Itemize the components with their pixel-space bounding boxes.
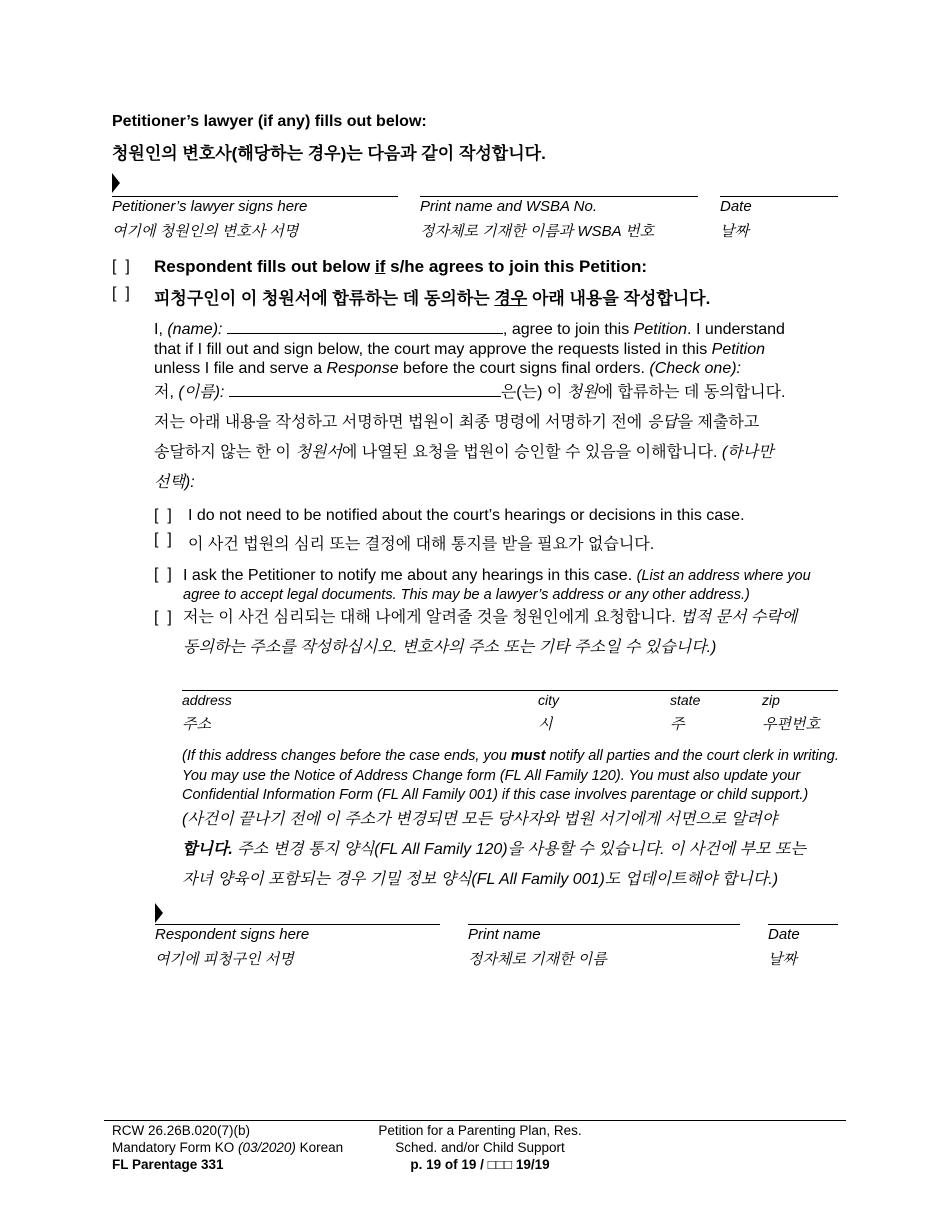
address-label-ko: 주소 (182, 716, 211, 733)
option1-text-ko: 이 사건 법원의 심리 또는 결정에 대해 통지를 받을 필요가 없습니다. (188, 536, 655, 553)
footer-divider (104, 1120, 846, 1121)
text: 저는 아래 내용을 작성하고 서명하면 법원이 최종 명령에 서명하기 전에 (154, 414, 647, 431)
text: (Check one): (649, 360, 741, 377)
text: 을 제출하고 (677, 414, 760, 431)
text: notify all parties and the court clerk in writing. (545, 748, 839, 764)
footer-rcw: RCW 26.26B.020(7)(b) (112, 1123, 251, 1138)
text: 청원서 (295, 444, 342, 461)
respondent-sign-label-en: Respondent signs here (155, 926, 310, 943)
text: 저, (154, 384, 179, 401)
footer-page-number: p. 19 of 19 / □□□ 19/19 (410, 1157, 550, 1172)
zip-label-ko: 우편번호 (762, 716, 820, 733)
para-line (183, 566, 843, 586)
signature-arrow-icon (112, 173, 120, 193)
heading-case: 경우 (494, 289, 528, 308)
lawyer-print-label-ko: 정자체로 기재한 이름과 WSBA 번호 (420, 223, 655, 240)
text: Response (326, 360, 399, 377)
option1-checkbox-ko[interactable]: [ ] (154, 531, 172, 548)
para-line: You may use the Notice of Address Change form (FL All Family 120). You must also update your (182, 767, 801, 784)
para-line (154, 378, 844, 408)
text: that if I fill out and sign below, the court may approve the requests listed in this (154, 340, 712, 358)
respondent-name-field[interactable] (227, 319, 503, 334)
text: (하나만 (721, 444, 774, 461)
para-line: 동의하는 주소를 작성하십시오. 변호사의 주소 또는 기타 주소일 수 있습니다.) (183, 639, 717, 656)
heading-part: 아래 내용을 작성합니다. (527, 289, 711, 308)
text: 법적 문서 수락에 (680, 609, 798, 626)
text: Petition (633, 321, 688, 338)
text: (List an address where you (636, 568, 811, 584)
text: Korean (295, 1140, 344, 1155)
respondent-signature-line[interactable] (155, 924, 440, 925)
lawyer-print-label-en: Print name and WSBA No. (420, 198, 598, 215)
lawyer-heading-ko: 청원인의 변호사(해당하는 경우)는 다음과 같이 작성합니다. (112, 144, 546, 163)
city-label-ko: 시 (538, 716, 553, 733)
text: (If this address changes before the case ends, you (182, 748, 511, 764)
respondent-heading-ko (154, 284, 710, 309)
text: 은(는) 이 (500, 384, 567, 401)
heading-part: Respondent fills out below (154, 257, 375, 276)
para-line (154, 438, 844, 468)
option1-checkbox[interactable]: [ ] (154, 507, 172, 524)
lawyer-date-label-ko: 날짜 (720, 223, 749, 240)
footer-left (112, 1122, 343, 1173)
para-line (154, 359, 844, 379)
lawyer-sign-label-ko: 여기에 청원인의 변호사 서명 (112, 223, 299, 240)
footer-form-id: FL Parentage 331 (112, 1157, 224, 1172)
text: (name): (167, 321, 223, 338)
address-change-note-en (182, 747, 842, 806)
footer-center (360, 1122, 600, 1173)
para-line (182, 835, 842, 865)
text: Petition (711, 340, 766, 358)
text: (이름): (178, 384, 225, 401)
respondent-date-label-ko: 날짜 (768, 951, 797, 968)
option2-checkbox[interactable]: [ ] (154, 566, 172, 583)
respondent-heading-en (154, 257, 647, 277)
para-line (182, 747, 842, 767)
text: 에 나열된 요청을 법원이 승인할 수 있음을 이해합니다. (341, 444, 722, 461)
lawyer-signature-line[interactable] (112, 196, 398, 197)
lawyer-print-name-line[interactable] (420, 196, 698, 197)
text: 합니다. (182, 841, 233, 858)
text: I, (154, 321, 168, 338)
text: I ask the Petitioner to notify me about any hearings in this case. (183, 567, 637, 584)
para-line (183, 603, 843, 633)
text: . I understand (687, 321, 785, 338)
text: 청원 (566, 384, 598, 401)
respondent-sign-label-ko: 여기에 피청구인 서명 (155, 951, 294, 968)
para-line: agree to accept legal documents. This may be a lawyer’s address or any other address.) (183, 587, 750, 603)
address-label-en: address (182, 692, 232, 708)
para-line: 자녀 양육이 포함되는 경우 기밀 정보 양식(FL All Family 001)도 업데이트해야 합니다.) (182, 871, 779, 888)
signature-arrow-icon (155, 903, 163, 923)
lawyer-date-label-en: Date (720, 198, 752, 215)
city-label-en: city (538, 692, 559, 708)
agreement-paragraph-en (154, 319, 844, 379)
para-line: Confidential Information Form (FL All Family 001) if this case involves parentage or child support.) (182, 787, 809, 803)
option2-text-ko (183, 603, 843, 663)
para-line (154, 340, 844, 360)
zip-label-en: zip (762, 692, 780, 708)
lawyer-heading-en: Petitioner’s lawyer (if any) fills out below: (112, 113, 427, 130)
agreement-paragraph-ko (154, 378, 844, 498)
text: Mandatory Form KO (112, 1140, 239, 1155)
heading-part: s/he agrees to join this Petition: (385, 257, 648, 276)
para-line (154, 319, 844, 340)
state-label-ko: 주 (670, 716, 685, 733)
respondent-name-field-ko[interactable] (229, 382, 501, 397)
footer-title-line: Sched. and/or Child Support (395, 1140, 565, 1155)
option1-text-en: I do not need to be notified about the court’s hearings or decisions in this case. (188, 507, 745, 524)
respondent-print-label-en: Print name (468, 926, 541, 943)
text: unless I file and serve a (154, 360, 327, 377)
heading-part: 피청구인이 이 청원서에 합류하는 데 동의하는 (154, 289, 495, 308)
respondent-date-line[interactable] (768, 924, 838, 925)
footer-title-line: Petition for a Parenting Plan, Res. (378, 1123, 582, 1138)
lawyer-sign-label-en: Petitioner’s lawyer signs here (112, 198, 308, 215)
lawyer-date-line[interactable] (720, 196, 838, 197)
para-line (154, 408, 844, 438)
respondent-checkbox-ko[interactable]: [ ] (112, 285, 130, 302)
text: 에 합류하는 데 동의합니다. (597, 384, 786, 401)
text: , agree to join this (502, 321, 634, 338)
footer-form (112, 1139, 343, 1156)
address-line[interactable] (182, 690, 838, 691)
state-label-en: state (670, 692, 701, 708)
respondent-date-label-en: Date (768, 926, 800, 943)
respondent-print-label-ko: 정자체로 기재한 이름 (468, 951, 607, 968)
option2-text-en (183, 566, 843, 605)
text: (03/2020) (238, 1140, 296, 1155)
option2-checkbox-ko[interactable]: [ ] (154, 609, 172, 626)
respondent-print-name-line[interactable] (468, 924, 740, 925)
respondent-checkbox[interactable]: [ ] (112, 258, 130, 275)
text: 주소 변경 통지 양식(FL All Family 120)을 사용할 수 있습니다. 이 사건에 부모 또는 (232, 841, 806, 858)
para-line: (사건이 끝나기 전에 이 주소가 변경되면 모든 당사자와 법원 서기에게 서면으로 알려야 (182, 811, 778, 828)
address-change-note-ko (182, 805, 842, 895)
text: 응답 (646, 414, 678, 431)
heading-if: if (375, 257, 386, 276)
para-line: 선택): (154, 474, 195, 491)
text: 송달하지 않는 한 이 (154, 444, 296, 461)
text: 저는 이 사건 심리되는 대해 나에게 알려줄 것을 청원인에게 요청합니다. (183, 609, 681, 626)
text: before the court signs final orders. (398, 360, 650, 377)
text: must (510, 748, 546, 764)
